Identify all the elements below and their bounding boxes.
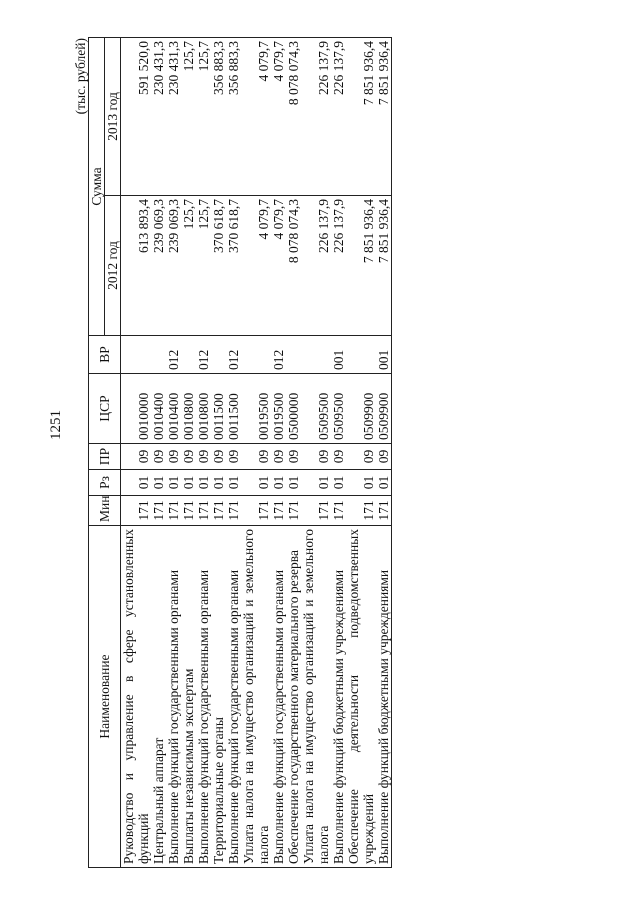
header-year-2012: 2012 год: [105, 196, 121, 336]
row-pr: 09: [346, 444, 376, 470]
row-amount-2012: 8 078 074,3: [286, 196, 301, 336]
row-amount-2012: 125,7: [196, 196, 211, 336]
row-min: 171: [226, 496, 241, 526]
row-min: 171: [346, 496, 376, 526]
row-rz: 01: [241, 470, 271, 496]
row-min: 171: [151, 496, 166, 526]
row-name: Выполнение функций государственными органами: [271, 526, 286, 868]
budget-table: [88, 37, 392, 868]
row-min: 171: [241, 496, 271, 526]
row-vr: [211, 336, 226, 374]
row-rz: 01: [211, 470, 226, 496]
row-vr: 012: [196, 336, 211, 374]
row-amount-2012: 226 137,9: [301, 196, 331, 336]
row-name: Уплата налога на имущество организаций и земельного налога: [241, 526, 271, 868]
row-min: 171: [331, 496, 346, 526]
row-name: Обеспечение государственного материального резерва: [286, 526, 301, 868]
row-csr: 0509900: [376, 374, 392, 444]
row-amount-2012: 7 851 936,4: [346, 196, 376, 336]
table-row: [151, 37, 166, 867]
row-rz: 01: [301, 470, 331, 496]
row-vr: 012: [166, 336, 181, 374]
table-row: [271, 37, 286, 867]
header-name: Наименование: [89, 526, 121, 868]
row-min: 171: [211, 496, 226, 526]
row-pr: 09: [211, 444, 226, 470]
row-rz: 01: [166, 470, 181, 496]
row-rz: 01: [151, 470, 166, 496]
row-pr: 09: [196, 444, 211, 470]
row-rz: 01: [181, 470, 196, 496]
row-name: Центральный аппарат: [151, 526, 166, 868]
row-name: Выплаты независимым экспертам: [181, 526, 196, 868]
row-amount-2012: 239 069,3: [151, 196, 166, 336]
row-vr: [181, 336, 196, 374]
row-vr: [286, 336, 301, 374]
row-pr: 09: [121, 444, 152, 470]
row-amount-2013: 226 137,9: [331, 37, 346, 195]
page-number: 1251: [48, 410, 64, 440]
row-pr: 09: [181, 444, 196, 470]
row-csr: 0019500: [241, 374, 271, 444]
row-name: Обеспечение деятельности подведомственных учреждений: [346, 526, 376, 868]
row-amount-2012: 125,7: [181, 196, 196, 336]
row-rz: 01: [331, 470, 346, 496]
row-amount-2013: 7 851 936,4: [346, 37, 376, 195]
row-pr: 09: [301, 444, 331, 470]
row-pr: 09: [166, 444, 181, 470]
table-row: [286, 37, 301, 867]
header-sum: Сумма: [89, 37, 105, 335]
row-csr: 0019500: [271, 374, 286, 444]
row-rz: 01: [376, 470, 392, 496]
table-row: [166, 37, 181, 867]
table-row: [301, 37, 331, 867]
header-vr: ВР: [89, 336, 121, 374]
row-amount-2012: 226 137,9: [331, 196, 346, 336]
table-row: [226, 37, 241, 867]
row-csr: 0509500: [331, 374, 346, 444]
table-body: [121, 37, 392, 867]
row-amount-2012: 370 618,7: [226, 196, 241, 336]
row-name: Выполнение функций государственными органами: [196, 526, 211, 868]
table-row: [211, 37, 226, 867]
row-csr: 0010000: [121, 374, 152, 444]
header-min: Мин: [89, 496, 121, 526]
row-name: Выполнение функций бюджетными учреждениями: [376, 526, 392, 868]
row-vr: [241, 336, 271, 374]
row-csr: 0500000: [286, 374, 301, 444]
row-pr: 09: [271, 444, 286, 470]
row-amount-2012: 4 079,7: [241, 196, 271, 336]
table-row: [376, 37, 392, 867]
header-rz: Рз: [89, 470, 121, 496]
row-rz: 01: [286, 470, 301, 496]
row-name: Территориальные органы: [211, 526, 226, 868]
row-name: Выполнение функций бюджетными учреждениями: [331, 526, 346, 868]
row-vr: [121, 336, 152, 374]
row-name: Уплата налога на имущество организаций и земельного налога: [301, 526, 331, 868]
table-row: [121, 37, 152, 867]
row-vr: 012: [271, 336, 286, 374]
row-amount-2013: 356 883,3: [211, 37, 226, 195]
table-row: [241, 37, 271, 867]
row-amount-2012: 370 618,7: [211, 196, 226, 336]
header-year-2013: 2013 год: [105, 37, 121, 195]
row-vr: [346, 336, 376, 374]
row-rz: 01: [196, 470, 211, 496]
row-name: Выполнение функций государственными органами: [166, 526, 181, 868]
row-rz: 01: [226, 470, 241, 496]
row-min: 171: [271, 496, 286, 526]
row-amount-2012: 4 079,7: [271, 196, 286, 336]
row-amount-2013: 4 079,7: [241, 37, 271, 195]
row-csr: 0011500: [226, 374, 241, 444]
row-vr: [151, 336, 166, 374]
row-min: 171: [301, 496, 331, 526]
row-amount-2012: 7 851 936,4: [376, 196, 392, 336]
row-name: Выполнение функций государственными органами: [226, 526, 241, 868]
table-row: [331, 37, 346, 867]
row-csr: 0010800: [181, 374, 196, 444]
row-amount-2012: 239 069,3: [166, 196, 181, 336]
row-rz: 01: [346, 470, 376, 496]
row-pr: 09: [151, 444, 166, 470]
rotated-page-content: [74, 38, 392, 868]
row-pr: 09: [331, 444, 346, 470]
row-amount-2013: 226 137,9: [301, 37, 331, 195]
row-min: 171: [376, 496, 392, 526]
row-min: 171: [181, 496, 196, 526]
row-pr: 09: [241, 444, 271, 470]
row-amount-2013: 8 078 074,3: [286, 37, 301, 195]
row-rz: 01: [271, 470, 286, 496]
row-name: Руководство и управление в сфере установленных функций: [121, 526, 152, 868]
row-min: 171: [166, 496, 181, 526]
row-rz: 01: [121, 470, 152, 496]
row-pr: 09: [226, 444, 241, 470]
row-amount-2013: 7 851 936,4: [376, 37, 392, 195]
row-amount-2013: 230 431,3: [166, 37, 181, 195]
table-header: [89, 37, 121, 867]
row-min: 171: [121, 496, 152, 526]
row-pr: 09: [376, 444, 392, 470]
row-min: 171: [286, 496, 301, 526]
header-csr: ЦСР: [89, 374, 121, 444]
row-vr: 012: [226, 336, 241, 374]
row-pr: 09: [286, 444, 301, 470]
unit-note: (тыс. рублей): [73, 38, 88, 115]
row-csr: 0010800: [196, 374, 211, 444]
row-csr: 0010400: [151, 374, 166, 444]
row-csr: 0509500: [301, 374, 331, 444]
row-min: 171: [196, 496, 211, 526]
row-amount-2013: 591 520,0: [121, 37, 152, 195]
row-amount-2012: 613 893,4: [121, 196, 152, 336]
row-vr: 001: [331, 336, 346, 374]
row-vr: [301, 336, 331, 374]
row-amount-2013: 230 431,3: [151, 37, 166, 195]
table-row: [346, 37, 376, 867]
table-row: [181, 37, 196, 867]
row-amount-2013: 125,7: [196, 37, 211, 195]
row-amount-2013: 125,7: [181, 37, 196, 195]
row-amount-2013: 4 079,7: [271, 37, 286, 195]
table-row: [196, 37, 211, 867]
row-csr: 0010400: [166, 374, 181, 444]
row-vr: 001: [376, 336, 392, 374]
row-csr: 0011500: [211, 374, 226, 444]
row-amount-2013: 356 883,3: [226, 37, 241, 195]
header-pr: ПР: [89, 444, 121, 470]
row-csr: 0509900: [346, 374, 376, 444]
